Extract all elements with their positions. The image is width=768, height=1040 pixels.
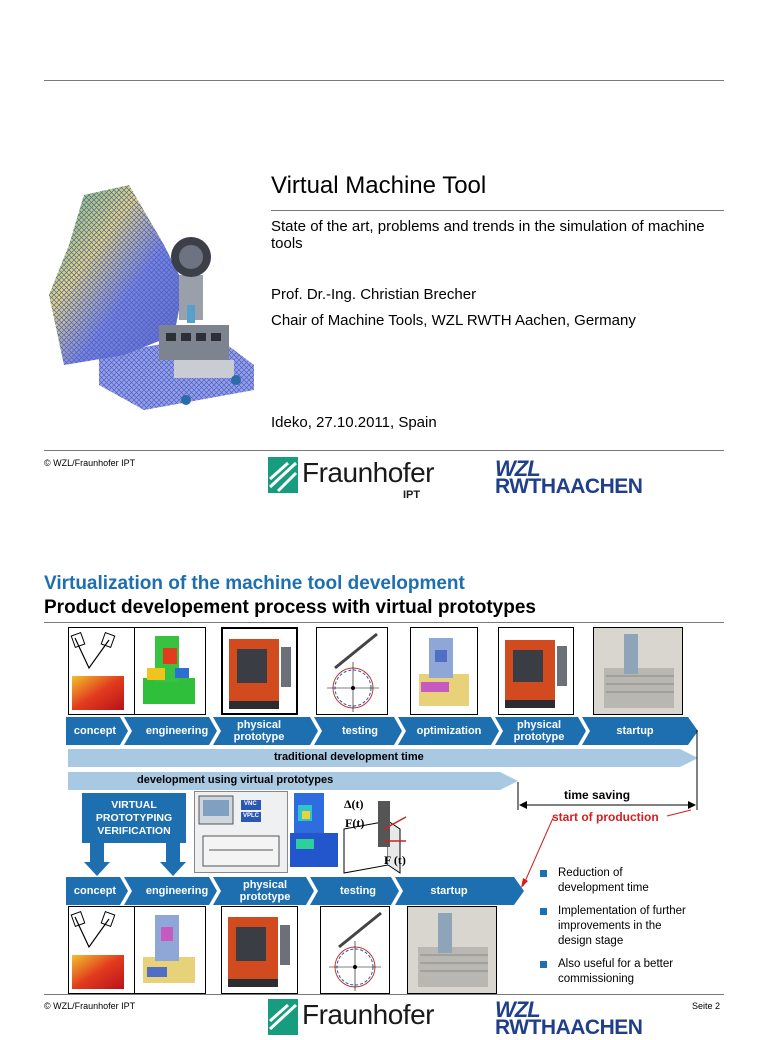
wzl-wordmark: WZL: [495, 456, 540, 481]
top-step-concept: concept: [73, 725, 117, 737]
top-step-physical-prototype-2: physical prototype: [513, 719, 565, 743]
bottom-step-physical-prototype: physical prototype: [239, 879, 291, 903]
slide2-footer-rule: [44, 994, 724, 995]
thumb-testing: [316, 627, 388, 715]
slide2-title-black: Product developement process with virtual prototypes: [44, 597, 536, 618]
fraunhofer-logo-2: [268, 999, 438, 1030]
bullet-item: Reduction of development time: [558, 867, 649, 894]
slide2-title-rule: [44, 622, 724, 623]
start-of-production-label: start of production: [552, 810, 659, 824]
bottom-thumb-concept-sketch: [68, 906, 136, 994]
bullet-square-icon: [540, 961, 547, 968]
thumb-startup: [593, 627, 683, 715]
bottom-step-startup: startup: [430, 885, 468, 897]
vnc-vplc-simulation-image: [194, 791, 288, 873]
wzl-wordmark: WZL: [495, 997, 540, 1022]
ipt-wordmark: IPT: [403, 489, 421, 501]
event-date: Ideko, 27.10.2011, Spain: [271, 414, 437, 431]
copyright-text: © WZL/Fraunhofer IPT: [44, 458, 136, 468]
page-number: Seite 2: [692, 1001, 721, 1011]
footer-rule: [44, 450, 724, 451]
fraunhofer-logo: [268, 457, 438, 503]
vplc-label: VPLC: [243, 813, 260, 819]
force-t-label-2: F (t): [384, 853, 406, 867]
bullet-item: Also useful for a better commissioning: [558, 958, 674, 985]
rwth-logo: [495, 456, 643, 498]
bottom-step-testing: testing: [339, 885, 377, 897]
top-step-optimization: optimization: [416, 725, 482, 737]
bullet-item: Implementation of further improvements in the design stage: [558, 905, 686, 947]
force-t-label: F(t): [345, 816, 365, 830]
top-step-physical-prototype: physical prototype: [233, 719, 285, 743]
presentation-subtitle: State of the art, problems and trends in the simulation of machine tools: [271, 218, 705, 252]
title-rule: [271, 210, 724, 211]
bullet-square-icon: [540, 908, 547, 915]
bottom-thumb-engineering-cad: [134, 906, 206, 994]
traditional-time-label: traditional development time: [274, 751, 424, 763]
vnc-label: VNC: [244, 801, 257, 807]
fem-machine-simulation-image: [288, 789, 340, 871]
top-step-engineering: engineering: [145, 725, 209, 737]
top-rule: [44, 80, 724, 81]
bullet-square-icon: [540, 870, 547, 877]
thumb-concept-sketch: [68, 627, 136, 715]
top-step-testing: testing: [341, 725, 379, 737]
slide2-copyright-text: © WZL/Fraunhofer IPT: [44, 1001, 136, 1011]
thumb-optimization: [410, 627, 478, 715]
time-saving-label: time saving: [564, 788, 631, 802]
virtual-development-label: development using virtual prototypes: [137, 774, 334, 786]
fraunhofer-logo-mark: [268, 457, 298, 493]
author-name: Prof. Dr.-Ing. Christian Brecher: [271, 286, 477, 303]
virtual-prototyping-verification-box: VIRTUAL PROTOTYPING VERIFICATION: [82, 793, 186, 843]
thumb-physical-prototype-2: [498, 627, 574, 715]
machine-tool-fem-image: [44, 185, 260, 420]
bottom-thumb-testing: [320, 906, 390, 994]
bottom-thumb-physical-prototype: [221, 906, 298, 994]
fraunhofer-logo-mark: [268, 999, 298, 1035]
rwth-wordmark: RWTHAACHEN: [495, 1016, 643, 1039]
delta-t-label: Δ(t): [344, 797, 364, 811]
bottom-step-engineering: engineering: [145, 885, 209, 897]
rwth-logo-2: [495, 997, 643, 1039]
time-saving-arrow: [515, 730, 705, 820]
thumb-engineering-cad: [134, 627, 206, 715]
top-step-startup: startup: [616, 725, 654, 737]
fraunhofer-wordmark: Fraunhofer: [302, 999, 434, 1030]
rwth-wordmark: RWTHAACHEN: [495, 475, 643, 498]
affiliation: Chair of Machine Tools, WZL RWTH Aachen, Germany: [271, 312, 636, 329]
bottom-step-concept: concept: [73, 885, 117, 897]
presentation-title: Virtual Machine Tool: [271, 172, 487, 199]
bottom-thumb-startup: [407, 906, 497, 994]
thumb-physical-prototype: [221, 627, 298, 715]
fraunhofer-wordmark: Fraunhofer: [302, 457, 434, 488]
vpv-down-arrows: [80, 840, 190, 880]
slide2-title-blue: Virtualization of the machine tool development: [44, 573, 465, 594]
